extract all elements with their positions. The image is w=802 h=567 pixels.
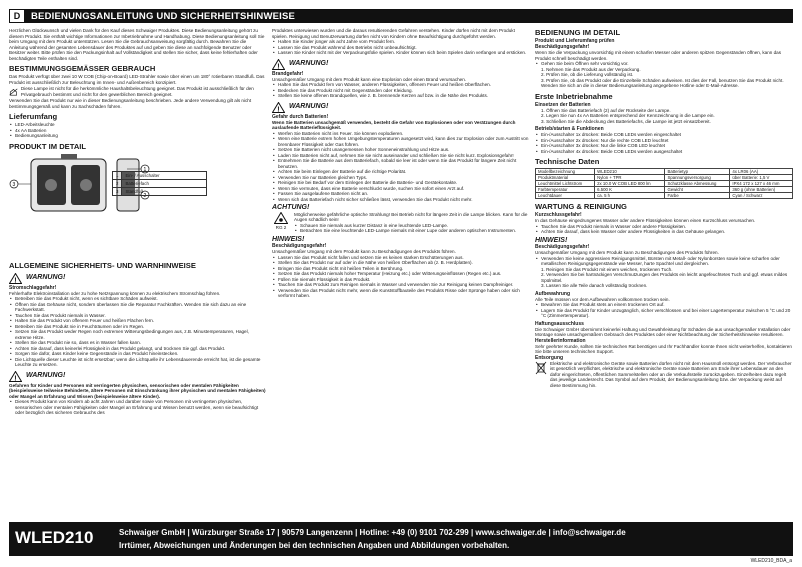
warning-box: [9, 273, 266, 284]
warning-box: [272, 102, 529, 113]
safety-item: • Betreiben Sie das Produkt nicht, wenn es sichtbare Schäden aufweist.: [9, 296, 266, 302]
safety-item: • Betreiben Sie das Produkt nie in Feuchträumen oder im Regen.: [9, 324, 266, 330]
check-step: 1. Nehmen Sie das Produkt aus der Verpackung.: [541, 66, 641, 72]
liability-text: Die Schwaiger GmbH übernimmt keinerlei Haftung und Gewährleistung für Schäden die aus unsachgemäßer Installation oder Montage sowie unsachgemäßem Gebrauch des Produktes oder einer Nichtbeachtung der Sicherheitshinweise resultieren.: [535, 326, 791, 337]
operation-title: BEDIENUNG IM DETAIL: [535, 28, 621, 37]
safety-item: • Die Lichtquelle dieser Leuchte ist nicht ersetzbar; wenn die Lichtquelle ihr Lebensdauerende erreicht hat, ist die gesamte Leuchte zu ersetzen.: [9, 357, 266, 368]
column-3: [535, 28, 793, 388]
warning-label: WARNUNG!: [289, 103, 329, 111]
safety-item: • Bedecken Sie das Produkt nicht mit Gegenständen oder Kleidung.: [272, 88, 529, 94]
part-number: 3: [113, 188, 122, 196]
safety-item: • Halten Sie Kinder jünger als acht Jahre vom Produkt fern.: [272, 39, 529, 45]
check-danger: Beschädigungsgefahr!: [535, 44, 590, 50]
battery-subtitle: Gefahr durch Batterien!: [272, 113, 329, 120]
disposal-text: Elektrische und elektronische Geräte sowie Batterien dürfen nicht mit dem Hausmüll entsorgt werden. Der Verbraucher ist gesetzlich verpflichtet, elektrische und elektronische Geräte sowie Batterien am Ende ihrer Lebensdauer an den dafür eingerichteten, öffentlichen Sammelstellen oder an die Verkaufsstelle zurückzugeben. Einzelheiten dazu regelt das jeweilige Landesrecht. Das Symbol auf dem Produkt, der Bedienungsanleitung bzw. der Verpackung weist auf diese Bestimmung hin.: [550, 360, 792, 388]
damage-item: • Füllen Sie niemals Flüssigkeit in das Produkt.: [272, 277, 529, 283]
check-subtitle: Produkt und Lieferumfang prüfen: [535, 38, 615, 44]
tech-cell: Spannungsversorgung: [665, 175, 730, 181]
document-id: WLED210_BDA_a: [750, 558, 792, 564]
rg-lead: Möglicherweise gefährliche optische Strahlung! Bei Betrieb nicht für längere Zeit in die Lampe blicken. Kann für die Augen schädlich sein!: [294, 211, 528, 222]
footer-model: WLED210: [15, 528, 94, 547]
rg-symbol: [272, 212, 290, 234]
storage-item: • Bewahren Sie das Produkt stets an einem trockenen Ort auf.: [535, 302, 793, 308]
maker-title: Herstellerinformation: [535, 337, 586, 344]
tech-cell: 2x 10.0 W COB LED 800 lm: [595, 181, 665, 187]
tech-table: [535, 168, 793, 199]
tech-cell: Leuchtdauer: [536, 193, 595, 199]
operation-item: • Ein-/Ausschalter 2x drücken: Nur die rechte COB LED leuchtet: [535, 138, 793, 144]
operation-subtitle: Betrieb/starten & Funktionen: [535, 126, 604, 132]
use-text: Das Produkt verfügt über zwei 10 W COB (Chip-on-Board) LED-Strahler sowie über einen um 180° rotierbaren Standfuß. Das Produkt ist ausschließlich zur Beleuchtung im Innen- und Außenbereich konzipiert.: [9, 74, 265, 85]
tech-cell: Nylon + TPR: [595, 175, 665, 181]
short-subtitle: Kurzschlussgefahr!: [535, 212, 582, 218]
tech-cell: Farbtemperatur: [536, 187, 595, 193]
rg-item: • Betrachten Sie eine leuchtende LED-Lampe niemals mit einer Lupe oder anderen optischen Instrumenten.: [294, 228, 529, 234]
note-box: [272, 237, 529, 243]
safety-item: • Stellen Sie keine offenen Brandquellen, wie z. B. brennende Kerzen auf bzw. in die Nähe des Produkts.: [272, 93, 529, 99]
page-title: BEDIENUNGSANLEITUNG UND SICHERHEITSHINWEISE: [31, 10, 296, 22]
battery-item: • Reinigen Sie bei Bedarf vor dem Einlegen der Batterie die Batterie- und Gerätekontakte.: [272, 180, 529, 186]
part-number: 2: [113, 180, 122, 188]
operation-item: • Ein-/Ausschalter 3x drücken: Nur die linke COB LED leuchtet: [535, 143, 793, 149]
callout-2: 2: [143, 192, 147, 199]
note-box: [535, 238, 793, 244]
battery-item: • Wenn eine Batterie extrem hohen Umgebungstemperaturen ausgesetzt wird, kann dies zur Explosion oder zum Austritt von brennbarer Flüssigkeit oder Gas führen.: [272, 136, 529, 147]
delivery-title: Lieferumfang: [9, 112, 58, 121]
delivery-item: • 4x AA Batterien: [9, 128, 266, 134]
delivery-item: • LED-Arbeitsleuchte: [9, 122, 266, 128]
storage-text: Alle Teile müssen vor dem Aufbewahren vollkommen trocken sein.: [535, 296, 670, 302]
care-step: 2. Verwenden Sie bei hartnäckigen Verschmutzungen des Produkts ein leicht angefeuchtetes Tuch und ggf. etwas mildes Spülmittel.: [541, 272, 788, 283]
safety-item: • Halten Sie das Produkt fern von Wasser, anderen Flüssigkeiten, offenem Feuer und heißen Oberflächen.: [272, 82, 529, 88]
damage-item: • Verwenden Sie das Produkt nicht mehr, wenn die Kunststoffbauteile des Produkts Risse oder Sprünge haben oder sich verformt haben.: [272, 288, 529, 299]
care-damage-item: • Verwenden Sie keine aggressiven Reinigungsmittel, Bürsten mit Metall- oder Nylonborsten sowie keine scharfen oder metallischen Reinigungsgegenstände wie Messer, harte Spachtel und dergleichen.: [535, 256, 793, 267]
warning-icon: [272, 102, 285, 113]
column-2: [272, 28, 529, 299]
warning-icon: [9, 371, 22, 382]
care-step: 3. Lassen Sie alle Teile danach vollständig trocknen.: [541, 283, 648, 288]
tech-cell: 4x LR06 (AA): [730, 169, 793, 175]
delivery-item: • Bedienungsanleitung: [9, 133, 266, 139]
svg-text:!: !: [277, 105, 280, 113]
rg-label: RG 2: [275, 225, 287, 230]
tech-cell: ca. 5 h: [595, 193, 665, 199]
short-lead: In das Gehäuse eingedrungenes Wasser oder andere Flüssigkeiten können einen Kurzschluss verursachen.: [535, 218, 756, 223]
part-label: Ein- / Ausschalter: [122, 172, 207, 180]
part-label: Batteriefach: [122, 180, 207, 188]
safety-item: • Achten Sie darauf, dass keinerlei Flüssigkeit in das Produkt gelangt, und trocknen Sie ggf. das Produkt.: [9, 346, 266, 352]
check-step: 2. Prüfen Sie, ob die Lieferung vollständig ist.: [541, 72, 634, 77]
operation-item: • Ein-/Ausschalter 1x drücken: Beide COB LEDs werden eingeschaltet: [535, 132, 793, 138]
parts-table: [112, 171, 207, 196]
use-more: Verwenden Sie das Produkt nur wie in dieser Bedienungsanleitung beschrieben. Jede andere Verwendung gilt als nicht bestimmungsgemäß und kann zu Sachschäden führen.: [9, 98, 252, 109]
battery-item: • Entnehmen Sie die Batterie aus dem Batteriefach, sobald sie leer ist oder wenn Sie das Produkt für längere Zeit nicht benutzen.: [272, 158, 529, 169]
caution-box: [272, 205, 529, 211]
battery-step: 2. Legen Sie nun 4x AA Batterien entsprechend der Kennzeichnung in die Lampe ein.: [541, 113, 715, 118]
safety-item: • Sorgen Sie dafür, dass Kinder keine Gegenstände in das Produkt hineinstecken.: [9, 351, 266, 357]
first-use-title: Erste Inbetriebnahme: [535, 91, 613, 101]
check-lead: Wenn Sie die Verpackung unvorsichtig mit einem scharfen Messer oder anderen spitzen Gegenständen öffnen, kann das Produkt schnell beschädigt werden.: [535, 50, 782, 61]
battery-item: • Wenn Sie vermuten, dass eine Batterie verschluckt wurde, suchen Sie sofort einen Arzt auf.: [272, 186, 529, 192]
battery-item: • Werfen Sie Batterien nicht ins Feuer. Sie können explodieren.: [272, 131, 529, 137]
battery-step: 1. Öffnen Sie das Batteriefach (2) auf der Rückseite der Lampe.: [541, 107, 671, 113]
battery-item: • Laden Sie Batterien nicht auf, nehmen Sie sie nicht auseinander und schließen Sie sie nicht kurz. Explosionsgefahr!: [272, 153, 529, 159]
care-damage-lead: Unsachgemäßer Umgang mit dem Produkt kann zu Beschädigungen des Produkts führen.: [535, 250, 719, 255]
warning-label: WARNUNG!: [289, 60, 329, 68]
tech-cell: Leuchtmittel Lichtstrom: [536, 181, 595, 187]
disposal-block: [535, 361, 793, 389]
general-title: ALLGEMEINE SICHERHEITS- UND WARNHINWEISE: [9, 260, 196, 270]
safety-item: • Halten Sie das Produkt von offenem Feuer und heißen Flächen fern.: [9, 318, 266, 324]
damage-lead: Unsachgemäßer Umgang mit dem Produkt kann zu Beschädigungen des Produkts führen.: [272, 249, 456, 254]
tech-cell: Cyan / Schwarz: [730, 193, 793, 199]
warning-label: WARNUNG!: [26, 274, 66, 282]
damage-item: • Bringen Sie das Produkt nicht mit heißen Teilen in Berührung.: [272, 266, 529, 272]
battery-lead: Wenn Sie Batterien unsachgemäß verwenden, besteht die Gefahr von Explosionen oder von Verätzungen durch auslaufende Batterieflüssigkeit.: [272, 119, 516, 130]
footer-disclaimer: Irrtümer, Abweichungen und Änderungen bei den technischen Angaben und Abbildungen vorbehalten.: [119, 541, 510, 550]
care-step: 1. Reinigen Sie das Produkt mit einem weichen, trockenen Tuch.: [541, 266, 673, 272]
tech-cell: Modellbezeichnung: [536, 169, 595, 175]
storage-title: Aufbewahrung: [535, 290, 570, 297]
note-label: HINWEIS!: [535, 236, 568, 244]
footer-bar: [9, 522, 793, 556]
short-item: • Achten Sie darauf, dass kein Wasser oder andere Flüssigkeiten in das Gehäuse gelangen.: [535, 229, 793, 235]
warning-icon: [9, 273, 22, 284]
language-badge: D: [9, 9, 25, 23]
care-title: WARTUNG & REINIGUNG: [535, 202, 627, 211]
tech-cell: IPX4 172 x 127 x 46 mm: [730, 181, 793, 187]
fire-subtitle: Brandgefahr!: [272, 70, 304, 77]
tech-cell: Farbe: [665, 193, 730, 199]
damage-item: • Tauchen Sie das Produkt zum Reinigen niemals in Wasser und verwenden Sie zur Reinigung keinen Dampfreiniger.: [272, 282, 529, 288]
safety-item: • Öffnen Sie das Gehäuse nicht, sondern überlassen Sie die Reparatur Fachkräften. Wenden Sie sich dazu an eine Fachwerkstatt.: [9, 302, 266, 313]
battery-item: • Wenn sich das Batteriefach nicht sicher schließen lässt, verwenden Sie das Produkt nicht mehr.: [272, 197, 529, 203]
damage-item: • Stellen Sie das Produkt nur auf oder in die Nähe von heißen Oberflächen ab (z. B. Herdplatten).: [272, 260, 529, 266]
liability-title: Haftungsausschluss: [535, 320, 584, 327]
house-crossed-icon: [9, 86, 18, 98]
safety-item: • Tauchen Sie das Produkt niemals in Wasser.: [9, 313, 266, 319]
footer-contact: Schwaiger GmbH | Würzburger Straße 17 | 90579 Langenzenn | Hotline: +49 (0) 9101 702-299 | www.schwaiger.de | info@schwaiger.de: [119, 528, 626, 537]
optical-radiation-icon: [274, 212, 288, 224]
warning-box: [9, 371, 266, 382]
battery-step: 3. Schließen Sie die Abdeckung des Batteriefachs, die Lampe ist jetzt einsatzbereit.: [541, 118, 711, 124]
shock-lead: Fehlerhafte Elektroinstallation oder zu hohe Netzspannung können zu elektrischem Stromschlag führen.: [9, 290, 221, 296]
warning-box: [272, 59, 529, 70]
disposal-title: Entsorgung: [535, 354, 564, 361]
crossed-bin-icon: [535, 361, 547, 375]
tech-cell: Batterietyp: [665, 169, 730, 175]
battery-item: • Verwenden Sie nur Batterien gleichen Typs.: [272, 175, 529, 181]
svg-text:!: !: [14, 276, 17, 284]
column-1: [9, 28, 266, 416]
safety-item: • Lassen Sie Kinder nicht mit der Verpackungsfolie spielen. Kinder können sich beim Spielen darin verfangen und ersticken.: [272, 50, 529, 56]
safety-item: • Stellen Sie das Produkt nie so, dass es in Wasser fallen kann.: [9, 340, 266, 346]
tech-cell: 360 g (ohne Batterien): [730, 187, 793, 193]
tech-cell: über Batterie: 1,5 V: [730, 175, 793, 181]
warning-icon: [272, 59, 285, 70]
rg-item: • Schauen Sie niemals aus kurzer Distanz in eine leuchtende LED-Lampe.: [294, 223, 529, 229]
tech-row: [536, 193, 793, 199]
shock-subtitle: Stromschlaggefahr!: [9, 284, 57, 291]
tech-title: Technische Daten: [535, 157, 600, 166]
check-step: 3. Prüfen Sie, ob das Produkt oder die Einzelteile Schäden aufweisen. Ist dies der Fall, benutzen Sie das Produkt nicht. Wenden Sie sich an die in dieser Bedienungsanleitung angegebene Hotline oder E-Mail-Adresse.: [541, 77, 784, 88]
children-text: • Dieses Produkt kann von Kindern ab acht Jahren und darüber sowie von Personen mit verringerten physischen, sensorischen oder mentalen Fähigkeiten oder Mangel an Erfahrung und Wissen benutzt werden, wenn sie beaufsichtigt oder bezüglich des sicheren Gebrauchs des: [9, 399, 266, 416]
safety-item: • Setzen Sie das Produkt weder Regen noch extremen Witterungsbedingungen aus, z.B. Minustemperaturen, Hagel, extreme Hitze.: [9, 329, 266, 340]
damage-item: • Lassen Sie das Produkt nicht fallen und setzen Sie es keinen starken Erschütterungen aus.: [272, 255, 529, 261]
tech-cell: WLED210: [595, 169, 665, 175]
product-title: PRODUKT IM DETAIL: [9, 141, 87, 151]
header-bar: [9, 9, 793, 23]
storage-item: • Lagern Sie das Produkt für Kinder unzugänglich, sicher verschlossen und bei einer Lagertemperatur zwischen 5 °C und 20 °C (Zimmertemperatur).: [535, 308, 793, 319]
battery-insert-subtitle: Einsetzen der Batterien: [535, 101, 591, 108]
fire-lead: Unsachgemäßer Umgang mit dem Produkt kann eine Explosion oder einen Brand verursachen.: [272, 76, 467, 82]
use-title: BESTIMMUNGSGEMÄSSER GEBRAUCH: [9, 64, 156, 73]
callout-3: 3: [12, 181, 16, 188]
short-item: • Tauchen Sie das Produkt niemals in Wasser oder andere Flüssigkeiten.: [535, 224, 793, 230]
caution-label: ACHTUNG!: [272, 204, 310, 211]
care-damage-subtitle: Beschädigungsgefahr!: [535, 244, 590, 250]
part-number: 1: [113, 172, 122, 180]
product-illustration: [9, 153, 266, 258]
battery-item: • Fassen Sie ausgelaufene Batterien nicht an.: [272, 191, 529, 197]
battery-item: • Setzen Sie Batterien nicht unangemessen hoher Sonneneinstrahlung und Hitze aus.: [272, 147, 529, 153]
house-note-text: Diese Lampe ist nicht für die herkömmliche Haushaltsbeleuchtung geeignet. Das Produkt ist ausschließlich für den Privatgebrauch bestimmt und nicht für den gewerblichen Bereich geeignet.: [20, 86, 254, 97]
svg-text:!: !: [14, 374, 17, 382]
tech-cell: 6.500 K: [595, 187, 665, 193]
warning-label: WARNUNG!: [26, 372, 66, 380]
safety-item: • Lassen Sie das Produkt während des Betriebs nicht unbeaufsichtigt.: [272, 45, 529, 51]
part-label: Standfuß: [122, 188, 207, 196]
parts-row: [113, 188, 207, 196]
damage-subtitle: Beschädigungsgefahr!: [272, 243, 327, 249]
operation-item: • Ein-/Ausschalter 4x drücken: Beide COB LEDs werden ausgeschaltet: [535, 149, 793, 155]
house-note: [9, 86, 266, 98]
note-label: HINWEIS!: [272, 235, 305, 243]
tech-cell: Gewicht: [665, 187, 730, 193]
battery-item: • Achten Sie beim Einlegen der Batterie auf die richtige Polarität.: [272, 169, 529, 175]
callout-1: 1: [143, 166, 147, 173]
parts-row: [113, 172, 207, 180]
children-subtitle: Gefahren für Kinder und Personen mit verringerten physischen, sensorischen oder mentalen Fähigkeiten (beispielsweise teilweise Behinderte, ältere Personen mit Einschränkung ihrer physischen und mentalen Fähigkeiten) oder Mangel an Erfahrung und Wissen (beispielsweise ältere Kinder).: [9, 382, 266, 399]
damage-item: • Setzen Sie das Produkt niemals hoher Temperatur (Heizung etc.) oder Witterungseinflüssen (Regen etc.) aus.: [272, 271, 529, 277]
tech-cell: Schutzklasse Abmessung: [665, 181, 730, 187]
maker-text: Sehr geehrter Kunde, sollten Sie technischen Rat benötigen und Ihr Fachhändler konnte Ihnen nicht weiterhelfen, kontaktieren Sie bitte unseren technischen Support.: [535, 343, 792, 354]
intro-text: Herzlichen Glückwunsch und vielen Dank für den Kauf dieses Schwaiger Produktes. Diese Bedienungsanleitung gehört zu diesem Produkt. Sie enthält wichtige Informationen zur Inbetriebnahme und Handhabung. Diese Bedienungsanleitung soll Sie beim Umgang mit dem Produkt unterstützen. Lesen Sie die Gebrauchsanweisung sorgfältig durch. Bewahren Sie die Anleitung während der gesamten Lebensdauer des Produktes auf und geben Sie diese an nachfolgende Benutzer oder Besitzer weiter. Bitte prüfen Sie den Packungsinhalt auf Vollständigkeit und stellen Sie sicher, dass keine fehlerhaften oder beschädigten Teile enthalten sind.: [9, 28, 265, 61]
parts-row: [113, 180, 207, 188]
svg-text:!: !: [277, 62, 280, 70]
rg-block: [272, 212, 529, 234]
col2-top: Produktes unterwiesen wurden und die daraus resultierenden Gefahren verstehen. Kinder dürfen nicht mit dem Produkt spielen. Reinigung und Benutzerwartung dürfen nicht von Kindern ohne Beaufsichtigung durchgeführt werden.: [272, 28, 515, 39]
check-item: • Gehen Sie beim Öffnen sehr vorsichtig vor.: [535, 61, 793, 67]
tech-cell: Produktmaterial: [536, 175, 595, 181]
